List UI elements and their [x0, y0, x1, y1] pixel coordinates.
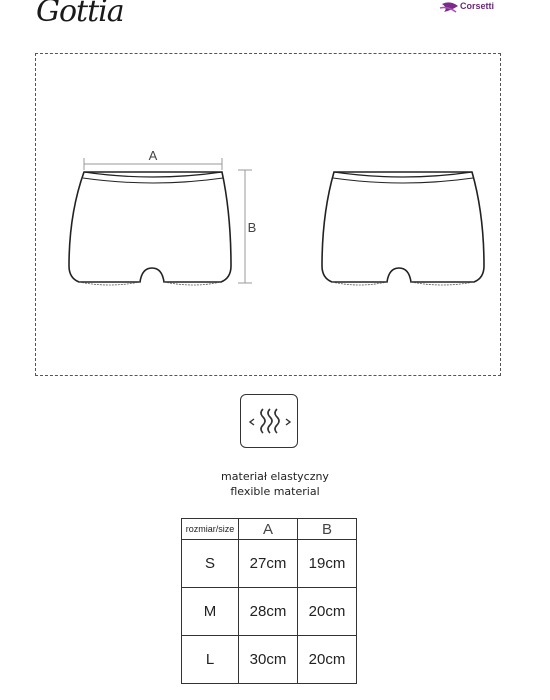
measurement-diagram [35, 53, 501, 376]
table-row [182, 540, 357, 588]
table-row [182, 588, 357, 636]
feature-label-pl: materiał elastyczny [221, 470, 329, 483]
dimension-a-label: A [148, 148, 158, 163]
brand-logo-script: Gottia [36, 0, 124, 29]
dimension-b-label: B [247, 220, 257, 235]
feature-label-en: flexible material [230, 485, 320, 498]
shorts-front-drawing [69, 172, 231, 285]
shorts-diagram [36, 54, 502, 377]
shorts-back-drawing [322, 172, 484, 285]
header-a: A [239, 519, 298, 540]
header-b: B [298, 519, 357, 540]
size-l-b: 20cm [298, 636, 357, 684]
size-m-a: 28cm [239, 588, 298, 636]
size-m: M [182, 588, 239, 636]
size-l: L [182, 636, 239, 684]
size-table [181, 518, 357, 684]
stretch-arrows-icon [240, 394, 298, 448]
size-s-b: 19cm [298, 540, 357, 588]
size-s: S [182, 540, 239, 588]
header-size: rozmiar/size [182, 519, 239, 540]
table-row [182, 636, 357, 684]
corsetti-logo-text: Corsetti [460, 1, 495, 11]
size-l-a: 30cm [239, 636, 298, 684]
size-table-header [182, 519, 357, 540]
size-s-a: 27cm [239, 540, 298, 588]
size-m-b: 20cm [298, 588, 357, 636]
